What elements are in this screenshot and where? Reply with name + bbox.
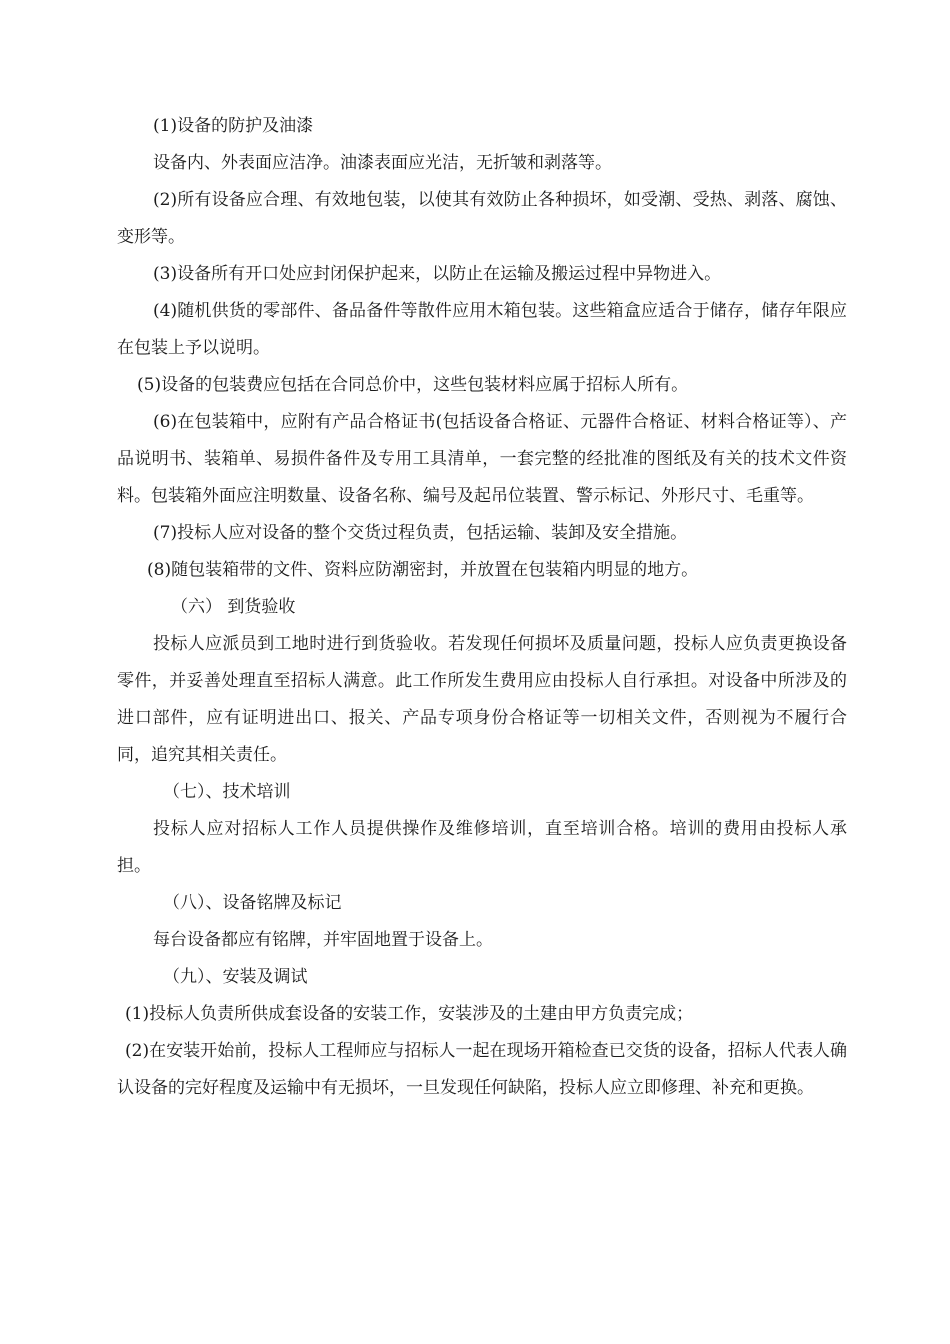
paragraph-documents-8: (8)随包装箱带的文件、资料应防潮密封，并放置在包装箱内明显的地方。	[147, 560, 699, 580]
section-heading-training: （七）、技术培训	[163, 782, 291, 802]
paragraph-installation-2: (2)在安装开始前，投标人工程师应与招标人一起在现场开箱检查已交货的设备，招标人代表人确认设备的完好程度及运输中有无损坏，一旦发现任何缺陷，投标人应立即修理、补充和更换。	[117, 1041, 847, 1098]
section-heading-arrival-inspection: （六） 到货验收	[171, 597, 296, 617]
paragraph-arrival-inspection: 投标人应派员到工地时进行到货验收。若发现任何损坏及质量问题，投标人应负责更换设备零件，并妥善处理直至招标人满意。此工作所发生费用应由投标人自行承担。对设备中所涉及的进口部件，应有证明进出口、报关、产品专项身份合格证等一切相关文件，否则视为不履行合同，追究其相关责任。	[117, 634, 847, 765]
paragraph-packaging-fee-5: (5)设备的包装费应包括在合同总价中，这些包装材料应属于招标人所有。	[137, 375, 689, 395]
paragraph-delivery-7: (7)投标人应对设备的整个交货过程负责，包括运输、装卸及安全措施。	[153, 523, 688, 543]
paragraph-spare-parts-4: (4)随机供货的零部件、备品备件等散件应用木箱包装。这些箱盒应适合于储存，储存年限应在包装上予以说明。	[117, 301, 847, 358]
section-heading-installation: （九）、安装及调试	[163, 967, 308, 987]
paragraph-training: 投标人应对招标人工作人员提供操作及维修培训，直至培训合格。培训的费用由投标人承担。	[117, 819, 847, 876]
section-heading-nameplate: （八）、设备铭牌及标记	[163, 893, 342, 913]
paragraph-surface-clean: 设备内、外表面应洁净。油漆表面应光洁，无折皱和剥落等。	[153, 153, 612, 173]
paragraph-installation-1: (1)投标人负责所供成套设备的安装工作，安装涉及的土建由甲方负责完成；	[125, 1004, 694, 1024]
paragraph-protection-title: (1)设备的防护及油漆	[153, 116, 314, 136]
paragraph-certificates-6: (6)在包装箱中，应附有产品合格证书(包括设备合格证、元器件合格证、材料合格证等）、产品说明书、装箱单、易损件备件及专用工具清单，一套完整的经批准的图纸及有关的技术文件资料。包装箱外面应注明数量、设备名称、编号及起吊位装置、警示标记、外形尺寸、毛重等。	[117, 412, 847, 506]
paragraph-openings-3: (3)设备所有开口处应封闭保护起来，以防止在运输及搬运过程中异物进入。	[153, 264, 722, 284]
paragraph-packaging-2: (2)所有设备应合理、有效地包装，以使其有效防止各种损坏，如受潮、受热、剥落、腐蚀、变形等。	[117, 190, 847, 247]
paragraph-nameplate: 每台设备都应有铭牌，并牢固地置于设备上。	[153, 930, 493, 950]
document-body	[117, 108, 847, 1107]
